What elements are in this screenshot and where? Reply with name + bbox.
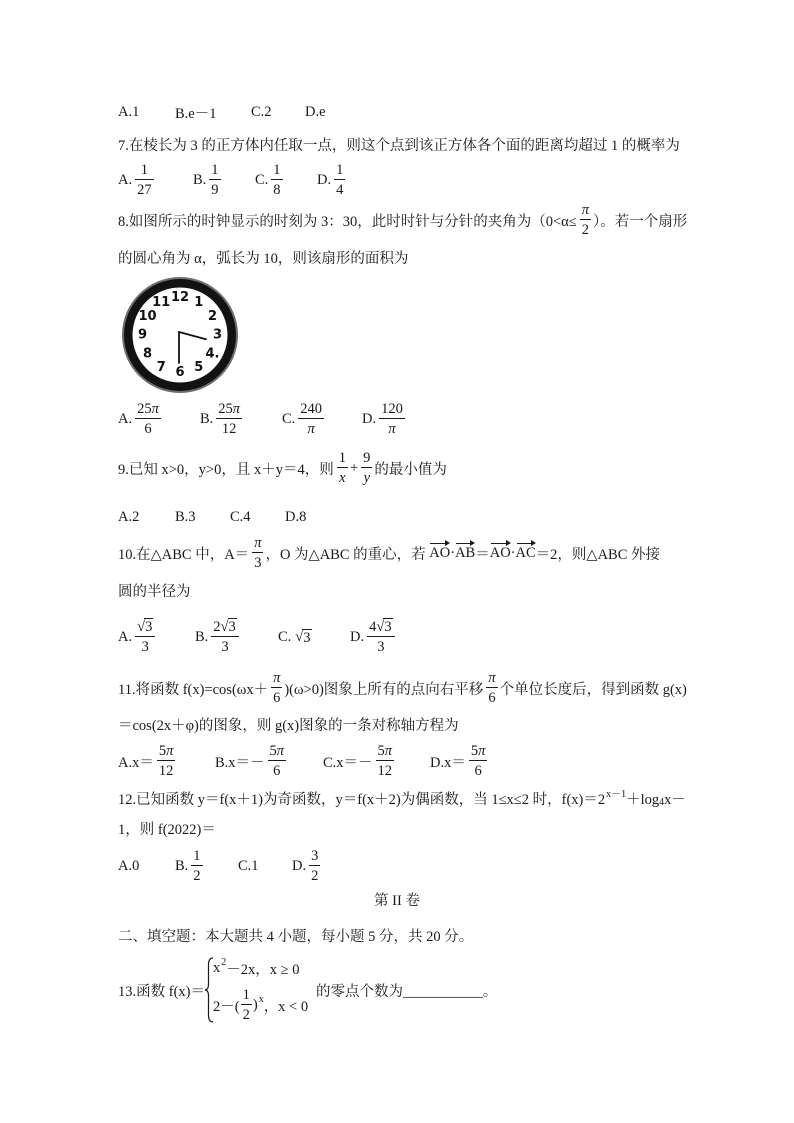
q10-stem-line2 — [118, 580, 191, 600]
q11-option-c — [323, 739, 396, 783]
radicand: 3 — [145, 619, 153, 635]
option-label: C. — [282, 410, 296, 427]
numerator: 25π — [137, 401, 159, 417]
denominator: 6 — [268, 760, 287, 779]
option-label: C. — [278, 628, 292, 645]
denominator: 6 — [486, 687, 497, 706]
q7-stem-text: 7.在棱长为 3 的正方体内任取一点，则这个点到该正方体各个面的距离均超过 1 的概率为 — [118, 137, 680, 154]
sqrt-sign: √ — [220, 619, 229, 635]
fraction — [135, 401, 161, 437]
fill-in-header-text: 二、填空题：本大题共 4 小题，每小题 5 分，共 20 分。 — [118, 928, 474, 945]
q10-stem-mid: ，O 为△ABC 的重心，若 — [265, 546, 430, 563]
q10-stem-post: ＝2，则△ABC 外接 — [535, 546, 661, 563]
q8-option-a — [118, 397, 163, 441]
fraction — [271, 162, 282, 198]
q8-option-b — [200, 397, 244, 441]
q11-option-b — [215, 739, 288, 783]
denominator: 6 — [271, 687, 282, 706]
fraction — [367, 619, 394, 655]
fraction — [191, 848, 202, 884]
sqrt-sign: √ — [295, 629, 304, 645]
fill-in-header — [118, 925, 473, 945]
q10-option-d — [350, 615, 397, 659]
q11-stem-line2-text: ＝cos(2x＋φ)的图象，则 g(x)图象的一条对称轴方程为 — [118, 717, 459, 734]
denominator: 3 — [252, 552, 263, 571]
case2-pre: 2－( — [213, 998, 240, 1015]
fraction — [376, 743, 395, 779]
q12-option-b — [175, 844, 205, 888]
option-label: C.1 — [238, 857, 259, 874]
sqrt-sign: √ — [137, 619, 146, 635]
denominator: 2 — [241, 1004, 252, 1023]
coefficient: 2 — [213, 619, 221, 635]
q12-stem-post: x－ — [664, 791, 686, 808]
option-label: C.x＝－ — [323, 754, 373, 771]
option-label: B. — [195, 628, 209, 645]
q12-stem-mid: ＋log — [626, 791, 660, 808]
numerator: π — [488, 670, 496, 686]
clock-numeral-3: 3 — [212, 327, 223, 343]
denominator: 2 — [309, 865, 320, 884]
case2-exponent: x — [258, 993, 264, 1005]
fraction — [337, 450, 348, 486]
vector-ao: AO — [489, 544, 511, 561]
numerator: 9 — [363, 450, 371, 466]
exponent: x－1 — [606, 788, 627, 800]
q12-stem-line2 — [118, 818, 216, 838]
option-label: A. — [118, 410, 133, 427]
fraction — [379, 401, 405, 437]
q6-option-a: A.1 — [118, 103, 140, 120]
numerator: 1 — [140, 162, 148, 178]
q7-option-c — [255, 158, 285, 202]
numerator — [367, 619, 394, 636]
q12-option-c — [238, 844, 259, 888]
q13-case-2 — [213, 983, 308, 1027]
option-label: B. — [200, 410, 214, 427]
clock-numeral-11: 11 — [152, 295, 171, 310]
q10-option-a — [118, 615, 157, 659]
plus-sign: + — [349, 459, 359, 476]
sqrt-sign: √ — [376, 619, 385, 635]
numerator: 1 — [242, 987, 250, 1003]
numerator: 1 — [338, 450, 346, 466]
numerator: 120 — [381, 401, 403, 417]
fraction — [135, 619, 155, 655]
clock-numeral-9: 9 — [137, 327, 148, 343]
denominator: 3 — [211, 636, 238, 655]
option-label: A. — [118, 628, 133, 645]
q8-stem-line1 — [118, 198, 687, 242]
q9-option-c: C.4 — [230, 508, 251, 525]
denominator: 6 — [469, 760, 488, 779]
q11-option-d — [430, 739, 489, 783]
clock-numeral-12: 12 — [170, 290, 190, 305]
numerator: π — [581, 202, 589, 218]
clock-numeral-6: 6 — [175, 365, 185, 380]
square-root — [295, 629, 311, 646]
q10-option-c — [278, 615, 312, 659]
clock-numeral-7: 7 — [156, 360, 166, 375]
log-base: 4 — [659, 796, 665, 808]
fraction — [252, 535, 263, 571]
denominator: π — [379, 418, 405, 437]
q6-option-c: C.2 — [251, 103, 272, 120]
q7-option-a — [118, 158, 156, 202]
option-label: A.0 — [118, 857, 140, 874]
fraction — [271, 670, 282, 706]
option-label: B. — [175, 857, 189, 874]
vector-ac: AC — [515, 544, 536, 561]
numerator: 5π — [377, 743, 393, 759]
q13-stem-pre — [118, 980, 205, 1000]
denominator: 8 — [271, 179, 282, 198]
option-label: B.x＝－ — [215, 754, 265, 771]
fraction — [334, 162, 345, 198]
q13-stem-pre-text: 13.函数 f(x)＝ — [118, 983, 205, 1000]
q8-stem-post: ）。若一个扇形 — [593, 213, 688, 230]
denominator: 12 — [376, 760, 395, 779]
q13-case-1 — [213, 958, 299, 978]
numerator: 1 — [273, 162, 281, 178]
fraction — [216, 401, 242, 437]
fraction — [580, 202, 591, 238]
numerator: 3 — [311, 848, 319, 864]
denominator: 9 — [209, 179, 220, 198]
q8-option-c — [282, 397, 326, 441]
q12-stem-pre: 12.已知函数 y＝f(x＋1)为奇函数，y＝f(x＋2)为偶函数，当 1≤x≤2 时，f(x)＝2 — [118, 791, 606, 808]
option-label: D. — [350, 628, 365, 645]
clock-numeral-5: 5 — [194, 360, 204, 375]
q13-stem-post — [316, 980, 497, 1000]
q12-stem-line1 — [118, 788, 686, 808]
clock-numeral-1: 1 — [194, 295, 204, 310]
case1-exponent: 2 — [221, 956, 227, 968]
radicand: 3 — [303, 629, 311, 646]
fraction — [211, 619, 238, 655]
fraction — [486, 670, 497, 706]
fraction — [268, 743, 287, 779]
fraction — [361, 450, 372, 486]
q11-stem-pre: 11.将函数 f(x)=cos(ωx＋ — [118, 681, 269, 698]
radicand: 3 — [228, 619, 236, 635]
radicand: 3 — [384, 619, 392, 635]
q11-stem-line1 — [118, 666, 687, 710]
q6-option-d: D.e — [305, 103, 326, 120]
denominator: 6 — [135, 418, 161, 437]
option-label: A. — [118, 171, 133, 188]
option-label: D. — [362, 410, 377, 427]
option-label: B. — [193, 171, 207, 188]
clock-figure — [121, 276, 239, 394]
case1-base: x — [213, 959, 221, 976]
coefficient: 4 — [369, 619, 377, 635]
denominator: y — [361, 467, 372, 486]
q11-option-a — [118, 739, 177, 783]
q8-stem-line2 — [118, 247, 408, 267]
fraction — [209, 162, 220, 198]
q12-stem-line2-text: 1，则 f(2022)＝ — [118, 821, 216, 838]
numerator: 1 — [211, 162, 219, 178]
q10-stem-line2-text: 圆的半径为 — [118, 583, 191, 600]
clock-numeral-10: 10 — [138, 308, 157, 324]
numerator: 5π — [158, 743, 174, 759]
denominator: 4 — [334, 179, 345, 198]
numerator: π — [273, 670, 281, 686]
dot-operator: · — [450, 544, 456, 561]
q8-stem-pre: 8.如图所示的时钟显示的时刻为 3：30，此时时针与分针的夹角为（0<α≤ — [118, 213, 577, 230]
fraction — [241, 987, 252, 1023]
case1-rest: －2x，x ≥ 0 — [226, 961, 300, 978]
option-label: D.x＝ — [430, 754, 466, 771]
denominator: 3 — [135, 636, 155, 655]
denominator: 27 — [135, 179, 154, 198]
q10-stem-line1 — [118, 531, 660, 575]
q7-option-d — [317, 158, 347, 202]
q9-option-a: A.2 — [118, 508, 140, 525]
q9-stem-pre: 9.已知 x>0，y>0，且 x＋y＝4，则 — [118, 461, 334, 478]
fraction — [298, 401, 324, 437]
q11-stem-line2 — [118, 714, 459, 734]
clock-numeral-8: 8 — [142, 346, 153, 362]
vector-ab: AB — [455, 544, 476, 561]
q7-option-b — [193, 158, 223, 202]
q8-option-d — [362, 397, 407, 441]
case2-rest: ，x < 0 — [263, 998, 309, 1015]
q8-stem-line2-text: 的圆心角为 α，弧长为 10，则该扇形的面积为 — [118, 250, 409, 267]
denominator: x — [337, 467, 348, 486]
fraction — [135, 162, 154, 198]
option-label: D. — [292, 857, 307, 874]
q7-stem — [118, 134, 680, 154]
q10-stem-pre: 10.在△ABC 中，A＝ — [118, 546, 250, 563]
q9-option-b: B.3 — [175, 508, 196, 525]
denominator: 12 — [157, 760, 176, 779]
denominator: 2 — [580, 219, 591, 238]
option-label: D. — [317, 171, 332, 188]
numerator: 5π — [470, 743, 486, 759]
numerator: 1 — [336, 162, 344, 178]
numerator: 1 — [193, 848, 201, 864]
numerator — [135, 619, 155, 636]
numerator: π — [254, 535, 262, 551]
denominator: 12 — [216, 418, 242, 437]
vector-ao: AO — [429, 544, 451, 561]
numerator: 25π — [218, 401, 241, 417]
clock-numeral-4: 4. — [205, 346, 220, 362]
denominator: π — [298, 418, 324, 437]
dot-operator: · — [510, 544, 516, 561]
fraction — [157, 743, 176, 779]
option-label: C. — [255, 171, 269, 188]
option-label: A.x＝ — [118, 754, 154, 771]
equals-sign: ＝ — [475, 546, 490, 563]
q13-stem-post-text: 的零点个数为___________。 — [316, 983, 498, 1000]
q11-stem-post: 个单位长度后，得到函数 g(x) — [499, 681, 687, 698]
denominator: 3 — [367, 636, 394, 655]
denominator: 2 — [191, 865, 202, 884]
q12-option-a — [118, 844, 139, 888]
case2-close: ) — [252, 996, 258, 1013]
q9-option-d: D.8 — [285, 508, 307, 525]
numerator: 240 — [300, 401, 323, 417]
q6-option-b: B.e－1 — [175, 105, 217, 122]
q9-stem-post: 的最小值为 — [374, 461, 447, 478]
clock-numeral-2: 2 — [207, 308, 218, 324]
numerator — [211, 619, 238, 636]
fraction — [469, 743, 488, 779]
q9-stem — [118, 446, 447, 490]
section-title: 第 II 卷 — [374, 893, 420, 909]
numerator: 5π — [269, 743, 285, 759]
q11-stem-mid: )(ω>0)图象上所有的点向右平移 — [284, 681, 484, 698]
q12-option-d — [292, 844, 322, 888]
fraction — [309, 848, 320, 884]
q10-option-b — [195, 615, 241, 659]
